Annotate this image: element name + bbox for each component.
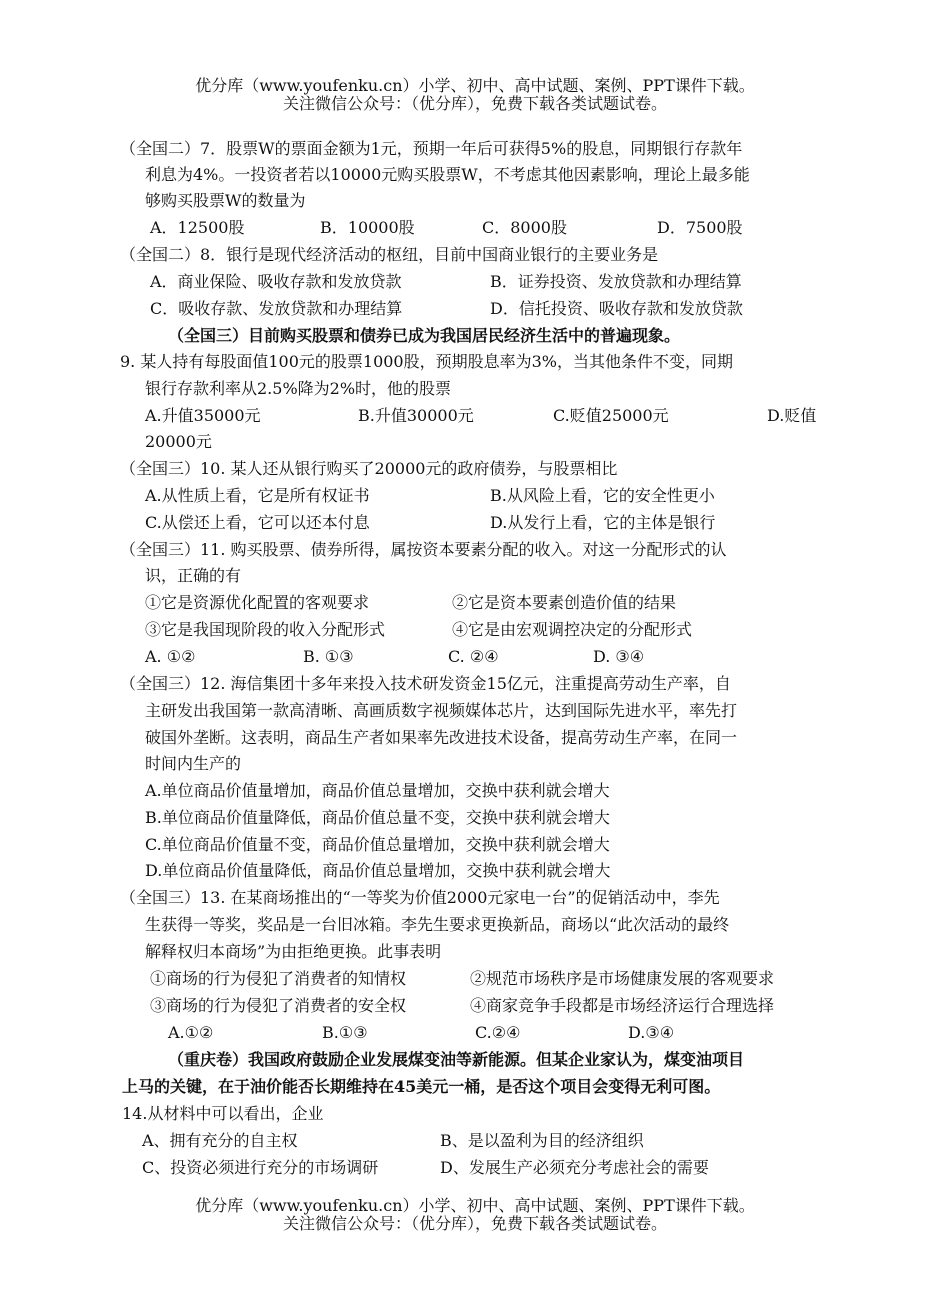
page-footer-line1: 优分库（www.youfenku.cn）小学、初中、高中试题、案例、PPT课件下载。 [195, 1196, 755, 1215]
q10-option-d: D.从发行上看，它的主体是银行 [490, 513, 716, 532]
q12-option-a: A.单位商品价值量增加，商品价值总量增加，交换中获利就会增大 [145, 781, 610, 800]
q11-statement-1: ①它是资源优化配置的客观要求 [145, 593, 370, 612]
q13-option-c: C.②④ [475, 1023, 521, 1042]
q12-option-c: C.单位商品价值量不变，商品价值总量增加，交换中获利就会增大 [145, 835, 610, 854]
material-national3: （全国三）目前购买股票和债券已成为我国居民经济生活中的普遍现象。 [168, 326, 681, 345]
q7-stem-line2: 利息为4%。一投资者若以10000元购买股票W，不考虑其他因素影响，理论上最多能 [145, 165, 750, 184]
q11-statement-4: ④它是由宏观调控决定的分配形式 [452, 620, 693, 639]
q11-option-b: B. ①③ [303, 647, 354, 666]
q13-statement-1: ①商场的行为侵犯了消费者的知情权 [150, 969, 407, 988]
q11-stem-line2: 识，正确的有 [145, 566, 242, 585]
q9-option-a: A.升值35000元 [145, 406, 261, 425]
q12-option-b: B.单位商品价值量降低，商品价值总量不变，交换中获利就会增大 [145, 808, 610, 827]
q11-option-a: A. ①② [145, 647, 196, 666]
q12-stem-line4: 时间内生产的 [145, 754, 242, 773]
q13-option-b: B.①③ [322, 1023, 368, 1042]
q8-option-d: D．信托投资、吸收存款和发放贷款 [490, 299, 743, 318]
q13-statement-3: ③商场的行为侵犯了消费者的安全权 [150, 996, 407, 1015]
q7-option-d: D．7500股 [657, 218, 743, 237]
q10-option-a: A.从性质上看，它是所有权证书 [145, 486, 370, 505]
q9-stem-line1: 9. 某人持有每股面值100元的股票1000股，预期股息率为3%，当其他条件不变，同期 [120, 352, 733, 371]
q10-option-c: C.从偿还上看，它可以还本付息 [145, 513, 370, 532]
page-header-line1: 优分库（www.youfenku.cn）小学、初中、高中试题、案例、PPT课件下载。 [195, 76, 755, 95]
q13-statement-2: ②规范市场秩序是市场健康发展的客观要求 [470, 969, 775, 988]
q9-option-d: D.贬值 [767, 406, 817, 425]
q8-stem: （全国二）8．银行是现代经济活动的枢纽，目前中国商业银行的主要业务是 [120, 245, 659, 264]
q7-option-c: C．8000股 [482, 218, 567, 237]
material-chongqing-line1: （重庆卷）我国政府鼓励企业发展煤变油等新能源。但某企业家认为，煤变油项目 [168, 1050, 745, 1069]
q8-option-c: C．吸收存款、发放贷款和办理结算 [150, 299, 403, 318]
q11-statement-2: ②它是资本要素创造价值的结果 [452, 593, 677, 612]
q9-option-d-continued: 20000元 [145, 432, 212, 451]
page-header-line2: 关注微信公众号：（优分库），免费下载各类试题试卷。 [282, 94, 667, 113]
q14-stem: 14.从材料中可以看出，企业 [122, 1104, 324, 1123]
q9-option-b: B.升值30000元 [358, 406, 474, 425]
q9-option-c: C.贬值25000元 [553, 406, 669, 425]
material-chongqing-line2: 上马的关键，在于油价能否长期维持在45美元一桶，是否这个项目会变得无利可图。 [122, 1077, 721, 1096]
q7-option-a: A．12500股 [150, 218, 245, 237]
q12-stem-line1: （全国三）12. 海信集团十多年来投入技术研发资金15亿元，注重提高劳动生产率，自 [120, 674, 731, 693]
q11-statement-3: ③它是我国现阶段的收入分配形式 [145, 620, 386, 639]
q14-option-d: D、发展生产必须充分考虑社会的需要 [440, 1158, 709, 1177]
q10-stem: （全国三）10. 某人还从银行购买了20000元的政府债券，与股票相比 [120, 459, 618, 478]
q8-option-b: B．证券投资、发放贷款和办理结算 [490, 272, 742, 291]
q13-option-a: A.①② [168, 1023, 214, 1042]
q11-stem-line1: （全国三）11. 购买股票、债券所得，属按资本要素分配的收入。对这一分配形式的认 [120, 540, 727, 559]
q8-option-a: A．商业保险、吸收存款和发放贷款 [150, 272, 402, 291]
q13-option-d: D.③④ [628, 1023, 675, 1042]
q14-option-b: B、是以盈利为目的经济组织 [440, 1131, 644, 1150]
q13-stem-line1: （全国三）13. 在某商场推出的“一等奖为价值2000元家电一台”的促销活动中，李先 [120, 888, 720, 907]
q9-stem-line2: 银行存款利率从2.5%降为2%时，他的股票 [145, 379, 452, 398]
q11-option-d: D. ③④ [593, 647, 645, 666]
q12-option-d: D.单位商品价值量降低，商品价值总量增加，交换中获利就会增大 [145, 861, 611, 880]
q13-stem-line2: 生获得一等奖，奖品是一台旧冰箱。李先生要求更换新品，商场以“此次活动的最终 [145, 915, 730, 934]
q11-option-c: C. ②④ [448, 647, 499, 666]
q7-option-b: B．10000股 [320, 218, 415, 237]
q14-option-a: A、拥有充分的自主权 [142, 1131, 298, 1150]
q13-statement-4: ④商家竞争手段都是市场经济运行合理选择 [470, 996, 775, 1015]
q13-stem-line3: 解释权归本商场”为由拒绝更换。此事表明 [145, 942, 442, 961]
q7-stem-line1: （全国二）7．股票W的票面金额为1元，预期一年后可获得5%的股息，同期银行存款年 [120, 139, 743, 158]
page-footer-line2: 关注微信公众号：（优分库），免费下载各类试题试卷。 [282, 1214, 667, 1233]
q12-stem-line2: 主研发出我国第一款高清晰、高画质数字视频媒体芯片，达到国际先进水平，率先打 [145, 701, 738, 720]
q10-option-b: B.从风险上看，它的安全性更小 [490, 486, 715, 505]
q14-option-c: C、投资必须进行充分的市场调研 [142, 1158, 379, 1177]
q12-stem-line3: 破国外垄断。这表明，商品生产者如果率先改进技术设备，提高劳动生产率，在同一 [145, 728, 738, 747]
q7-stem-line3: 够购买股票W的数量为 [145, 191, 306, 210]
